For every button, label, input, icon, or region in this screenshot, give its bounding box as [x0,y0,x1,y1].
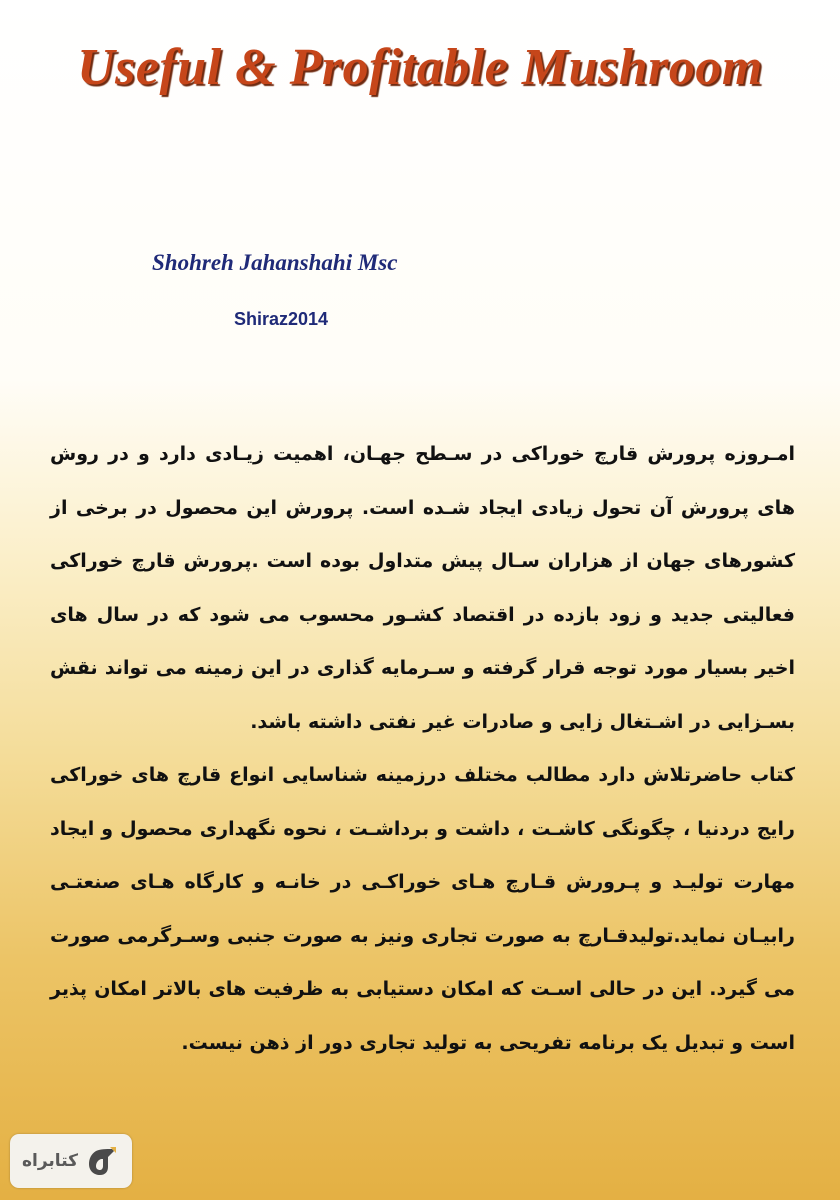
description-paragraph: کتاب حاضرتلاش دارد مطالب مختلف درزمینه شناسایی انواع قارچ های خوراکی رایج دردنیا ، چگونگی کاشـت ، داشت و برداشـت ، نحوه نگهداری محصول و ایجاد مهارت تولیـد و پـرورش قـارچ هـای خوراکـی در خانـه و کارگاه هـای صنعتـی رابیـان نماید.تولیدقـارچ به صورت تجاری ونیز به صورت جنبی وسـرگرمی صورت می گیرد. این در حالی اسـت که امکان دستیابی به ظرفیت های بالاتر امکان پذیر است و تبدیل یک برنامه تفریحی به تولید تجاری دور از ذهن نیست. [50,764,795,1054]
book-title: Useful & Profitable Mushroom [77,39,763,96]
watermark-text: کتابراه [21,1151,79,1171]
description-paragraph: امـروزه پرورش قارچ خوراکی در سـطح جهـان، اهمیت زیـادی دارد و در روش های پرورش آن تحول زیادی ایجاد شـده است. پرورش این محصول در برخی از کشورهای جهان از هزاران سـال پیش متداول بوده است .پرورش قارچ خوراکی فعالیتی جدید و زود بازده در اقتصاد کشـور محسوب می شود که در سال های اخیر بسیار مورد توجه قرار گرفته و سـرمایه گذاری در این زمینه می تواند نقش بسـزایی در اشـتغال زایی و صادرات غیر نفتی داشته باشد. [50,443,795,733]
author-name: Shohreh Jahanshahi Msc [152,250,398,275]
place-year: Shiraz2014 [234,309,329,329]
ketabrah-logo-icon [84,1143,120,1179]
ketabrah-watermark [10,1134,132,1188]
description-text [50,428,795,1070]
